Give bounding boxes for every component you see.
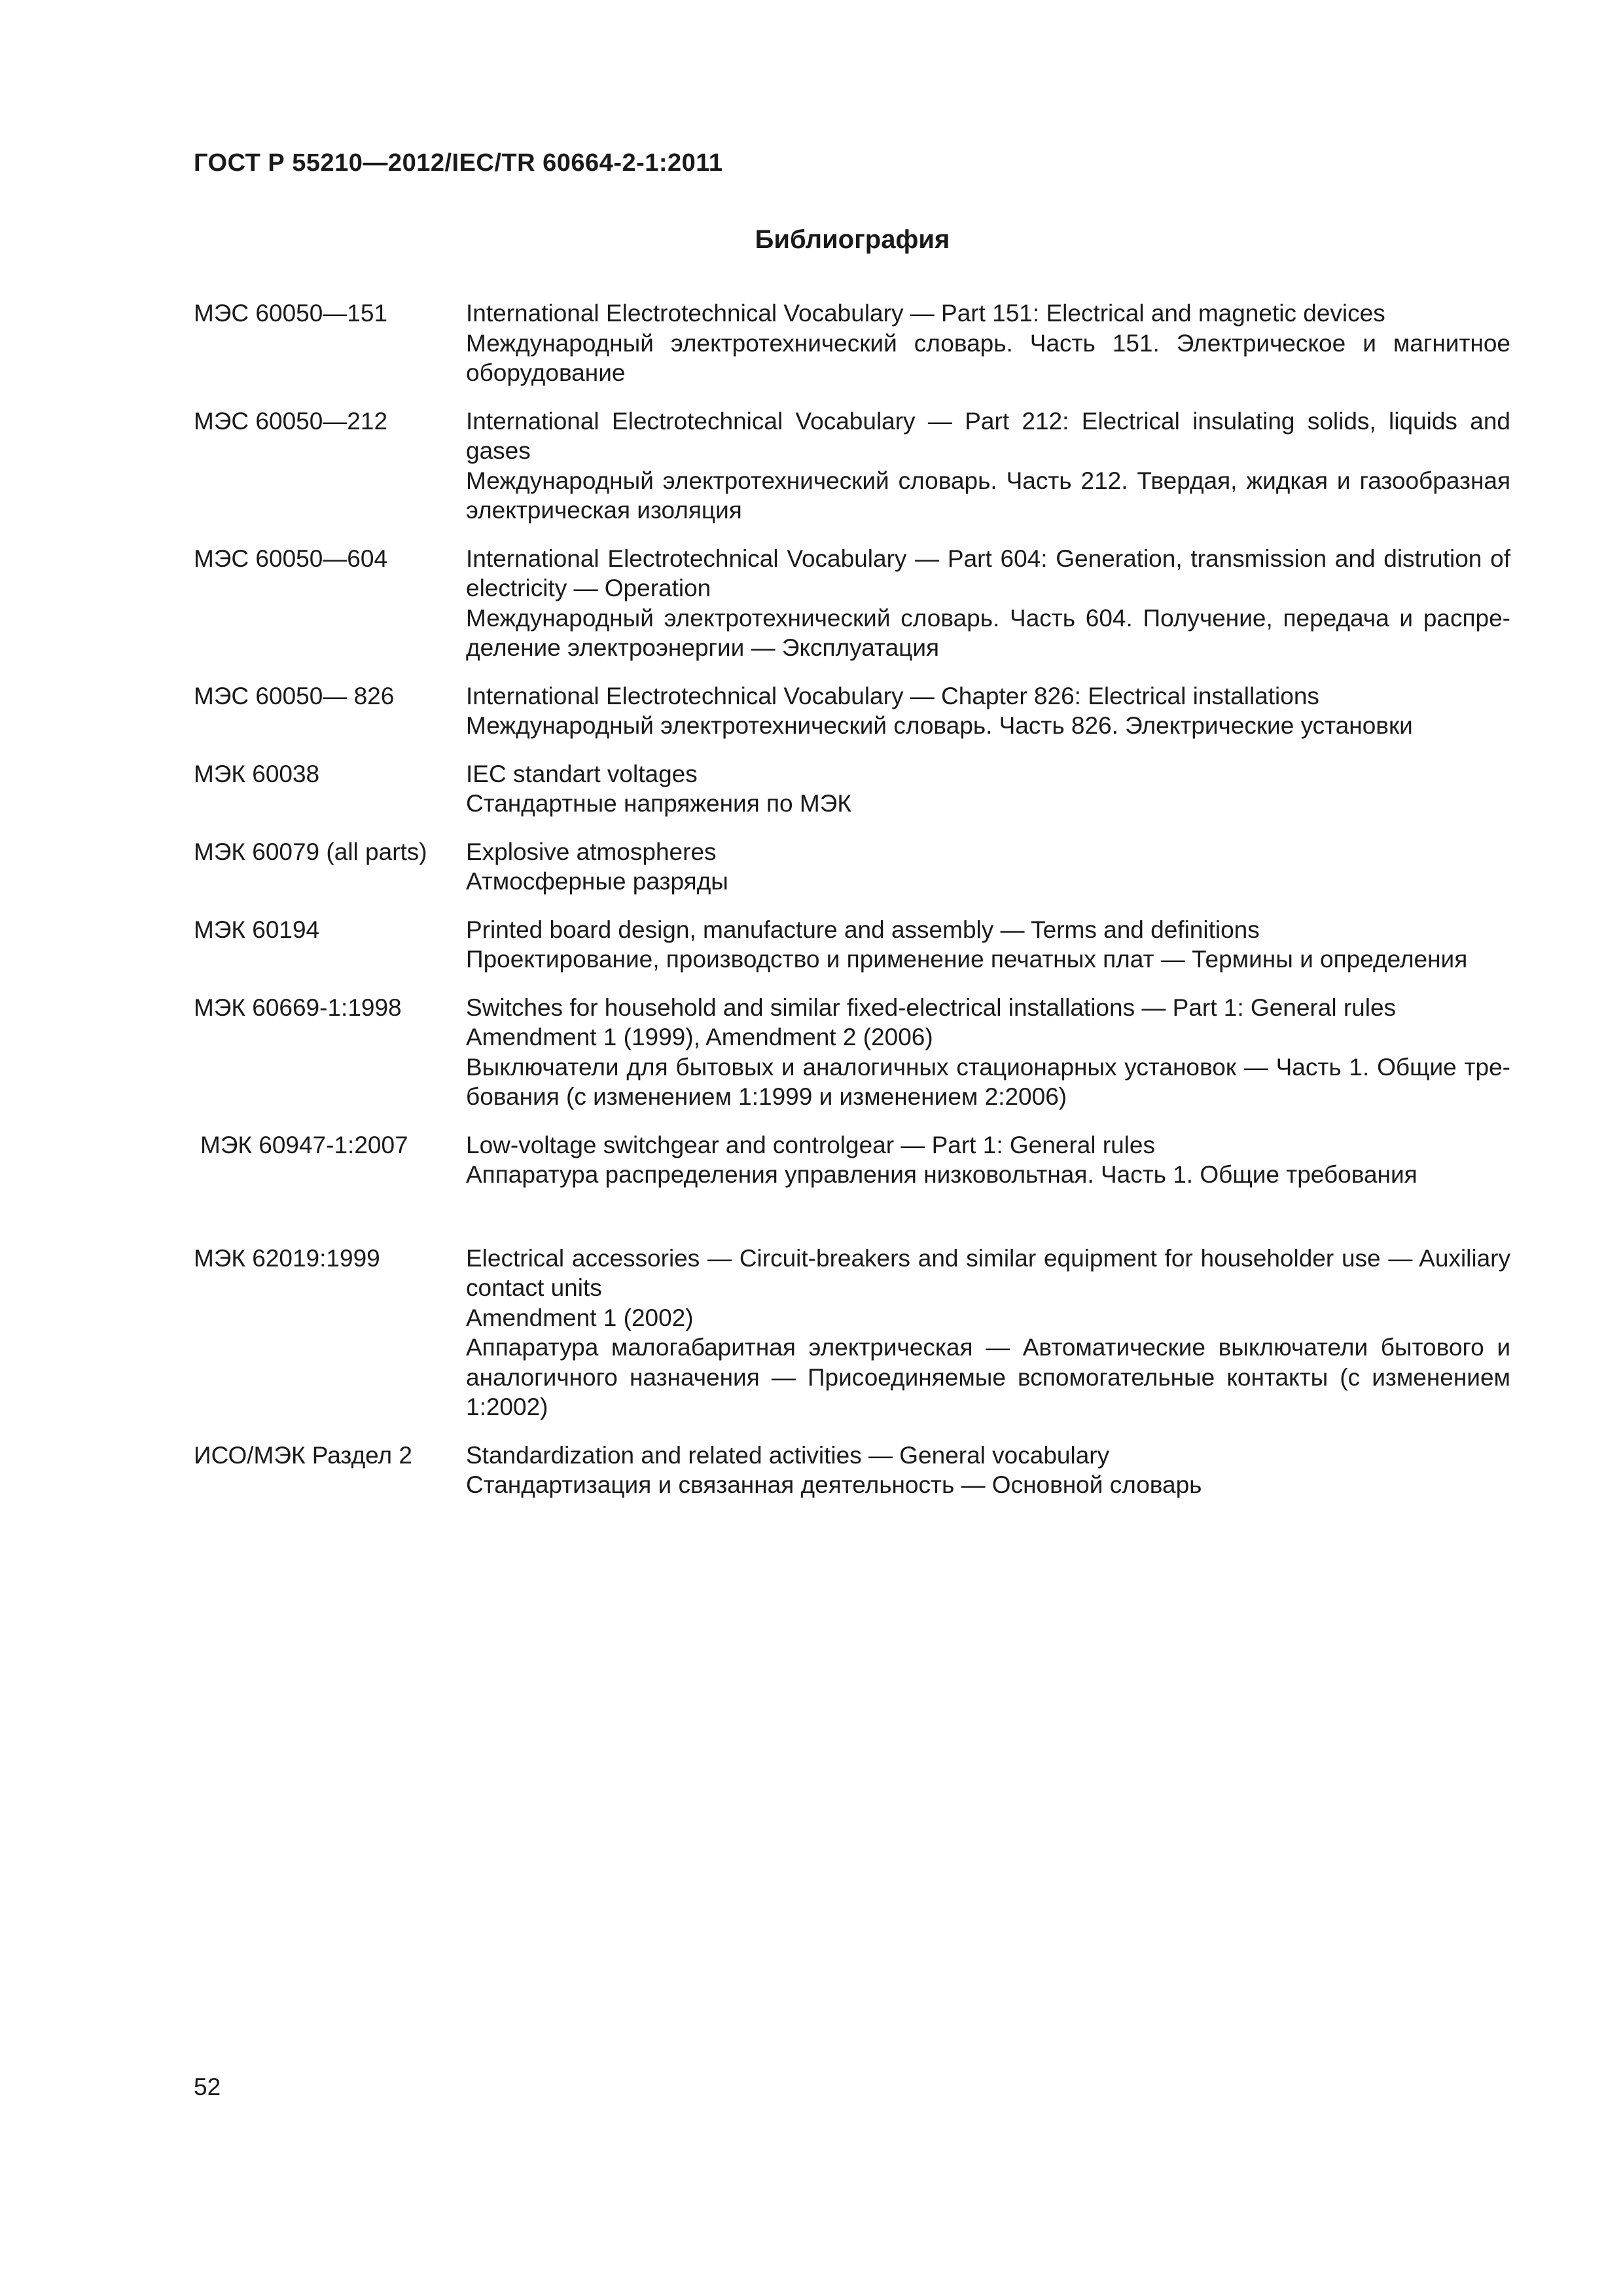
bib-title-ru: Международный электротехнический словарь. Часть 604. Получение, передача и распределение электроэнергии — Эксплуатация [466,604,1510,661]
bib-entry [194,544,1510,663]
bib-description [466,1130,1510,1190]
bib-entry [194,1244,1510,1422]
bib-title-en: IEC standart voltages [466,760,698,787]
bib-title-en: International Electrotechnical Vocabulary — Chapter 826: Electrical installations [466,682,1319,709]
bib-description [466,759,1510,819]
bib-title-ru: Стандартные напряжения по МЭК [466,790,851,817]
bib-entry [194,681,1510,741]
bib-title-en: Electrical accessories — Circuit-breakers and similar equipment for householder use — Auxiliary contact units [466,1244,1510,1301]
bib-ref: МЭС 60050—212 [194,407,388,435]
bib-entry [194,406,1510,526]
bib-amendment: Amendment 1 (2002) [466,1304,694,1331]
bib-ref: МЭК 60947-1:2007 [200,1131,408,1158]
bib-title-en: International Electrotechnical Vocabulary — Part 212: Electrical insulating solids, liquids and gases [466,407,1510,464]
bib-ref: МЭК 60079 (all parts) [194,838,427,865]
bib-description [466,1244,1510,1422]
bib-title-ru: Аппаратура распределения управления низковольтная. Часть 1. Общие требования [466,1161,1418,1188]
bib-entry [194,759,1510,819]
bibliography-list [194,298,1510,1500]
page-number: 52 [194,2073,221,2100]
bib-entry [194,1441,1510,1500]
bib-description [466,837,1510,897]
bib-ref: МЭС 60050—604 [194,545,388,572]
bib-description [466,681,1510,741]
bib-ref: МЭК 60669-1:1998 [194,994,402,1021]
bib-ref: МЭС 60050—151 [194,300,388,327]
bib-title-ru: Выключатели для бытовых и аналогичных стационарных установок — Часть 1. Общие требования (с изменением 1:1999 и изменением 2:2006) [466,1053,1510,1110]
bib-description [466,406,1510,526]
bib-entry [194,993,1510,1112]
bib-entry [194,915,1510,975]
bib-entry [194,1130,1510,1190]
bib-title-en: Printed board design, manufacture and assembly — Terms and definitions [466,916,1260,943]
document-header: ГОСТ Р 55210—2012/IEC/TR 60664-2-1:2011 [194,149,723,177]
bib-title-en: Switches for household and similar fixed-electrical installations — Part 1: General rules [466,994,1397,1021]
bib-description [466,298,1510,388]
bib-description [466,993,1510,1112]
bib-ref: МЭК 62019:1999 [194,1244,380,1272]
bib-title-ru: Атмосферные разряды [466,868,728,895]
bib-ref: МЭС 60050— 826 [194,682,395,709]
bib-title-ru: Стандартизация и связанная деятельность — Основной словарь [466,1471,1202,1498]
bib-description [466,915,1510,975]
bib-title-en: International Electrotechnical Vocabulary — Part 604: Generation, transmission and distrution of electricity — Operation [466,545,1510,601]
bib-description [466,544,1510,663]
bib-amendment: Amendment 1 (1999), Amendment 2 (2006) [466,1024,933,1050]
bib-title-ru: Международный электротехнический словарь. Часть 151. Электрическое и магнитное оборудование [466,329,1510,386]
bib-title-ru: Международный электротехнический словарь. Часть 212. Твердая, жидкая и газообразная электрическая изоляция [466,467,1510,524]
bib-title-ru: Международный электротехнический словарь. Часть 826. Электрические установки [466,712,1413,739]
bib-title-en: International Electrotechnical Vocabulary — Part 151: Electrical and magnetic devices [466,300,1385,327]
bib-ref: МЭК 60194 [194,916,320,943]
bib-description [466,1441,1510,1500]
bib-title-en: Explosive atmospheres [466,838,717,865]
bib-entry [194,837,1510,897]
bib-ref: ИСО/МЭК Раздел 2 [194,1441,412,1469]
bib-title-ru: Проектирование, производство и применение печатных плат — Термины и определения [466,946,1468,973]
bib-title-en: Low-voltage switchgear and controlgear — Part 1: General rules [466,1131,1155,1158]
bib-ref: МЭК 60038 [194,760,320,787]
bib-entry [194,298,1510,388]
section-title: Библиография [755,225,950,254]
bib-title-ru: Аппаратура малогабаритная электрическая — Автоматические выключатели бытового и аналогичного назначения — Присоединяемые вспомогательные контакты (с изменением 1:2002) [466,1334,1510,1420]
bib-title-en: Standardization and related activities — General vocabulary [466,1441,1110,1469]
